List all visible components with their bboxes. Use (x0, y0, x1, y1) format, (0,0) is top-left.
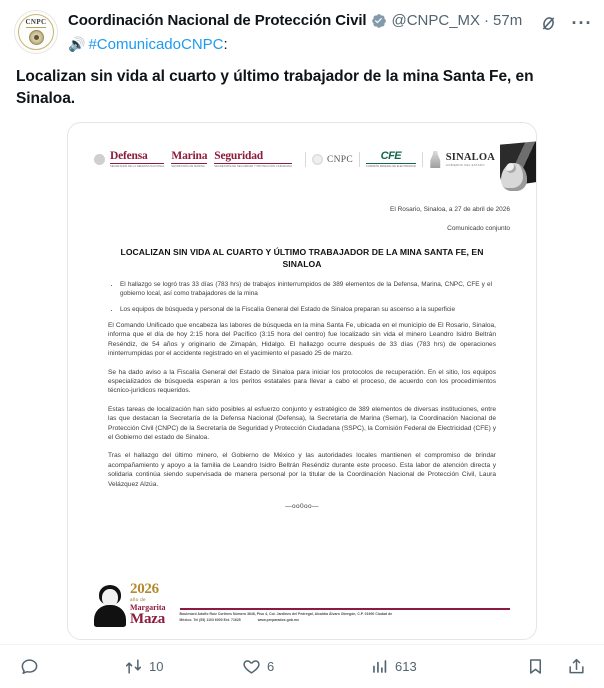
more-options-icon[interactable]: ··· (571, 13, 593, 33)
logo-defensa (110, 151, 164, 168)
retweet-button[interactable] (124, 657, 242, 676)
logo-defensa-sub: SECRETARÍA DE LA DEFENSA NACIONAL (110, 165, 165, 168)
like-button[interactable] (242, 657, 370, 676)
meta-separator: · (484, 12, 490, 29)
loudspeaker-emoji-icon: 🔊 (68, 36, 86, 52)
avatar-seal-icon (29, 30, 44, 45)
address-line-2 (180, 618, 510, 623)
logo-sinaloa-label: SINALOA (445, 151, 496, 163)
logo-cfe (366, 151, 416, 168)
avatar-label: CNPC (25, 18, 47, 26)
bookmark-icon (526, 657, 545, 676)
address-phone: México. Tel (55) 1103 6000 Ext. 71625 (179, 617, 241, 622)
logo-marina-sub: SECRETARÍA DE MARINA (171, 165, 205, 168)
views-count: 613 (395, 659, 417, 674)
logo-marina (171, 151, 207, 168)
address-rule (180, 608, 510, 611)
avatar[interactable] (14, 10, 58, 54)
tweet-header (0, 0, 604, 56)
sinaloa-emblem-icon (429, 151, 442, 168)
document-place-date: El Rosario, Sinaloa, a 27 de abril de 2026 (390, 206, 510, 213)
display-name[interactable]: Coordinación Nacional de Protección Civil (68, 12, 367, 29)
account-handle[interactable]: @CNPC_MX (391, 12, 481, 29)
margarita-maza-portrait-icon (94, 583, 126, 627)
list-item: • El hallazgo se logró tras 33 días (783 hrs) de trabajos ininterrumpidos de 389 elementos de la Defensa, Marina, CNPC, CFE y el gobierno local, así como trabajadores de la mina (120, 280, 492, 298)
reply-icon (20, 657, 39, 676)
institution-logos (94, 139, 495, 168)
logo-cnpc-label: CNPC (326, 154, 353, 165)
document-title: LOCALIZAN SIN VIDA AL CUARTO Y ÚLTIMO TRABAJADOR DE LA MINA SANTA FE, EN SINALOA (120, 247, 484, 269)
hashtag-link[interactable]: #ComunicadoCNPC (88, 36, 224, 53)
logo-seguridad-sub: SECRETARÍA DE SEGURIDAD Y PROTECCIÓN CIUDADANA (214, 165, 292, 168)
views-button[interactable] (370, 657, 490, 676)
header-text-block (68, 10, 593, 56)
verified-badge-icon (371, 13, 387, 29)
post-timestamp[interactable]: 57m (493, 12, 523, 29)
heart-icon (242, 657, 261, 676)
hashtag-suffix: : (223, 36, 228, 53)
document-footer (94, 582, 510, 627)
footer-last-name: Maza (130, 611, 166, 627)
document-page (68, 123, 536, 639)
document-address-block (180, 608, 510, 627)
author-line (68, 11, 593, 33)
document-kind: Comunicado conjunto (447, 225, 510, 232)
logo-sinaloa-sub: GOBIERNO DEL ESTADO (445, 162, 485, 167)
list-item: • Los equipos de búsqueda y personal de la Fiscalía General del Estado de Sinaloa preparan su ascenso a la superficie (120, 305, 492, 314)
retweet-icon (124, 657, 143, 676)
logo-rule (110, 163, 164, 164)
document-end-mark: —oo0oo— (285, 503, 319, 511)
share-button[interactable] (567, 657, 586, 676)
retweet-count: 10 (149, 659, 164, 674)
post-body-text: Localizan sin vida al cuarto y último trabajador de la mina Santa Fe, en Sinaloa. (16, 68, 534, 107)
document-paragraph: Estas tareas de localización han sido posibles al esfuerzo conjunto y estratégico de 389 elementos de diversas instituciones, entre las que destacan la Secretaría de la Defensa Nacional (Defensa), la Secretaría de Marina (Semar), la Coordinación Nacional de Protección Civil (CNPC) de la Secretaría de Seguridad y Protección Ciudadana (SSPC), la Comisión Federal de Electricidad (CFE) y el Gobierno del estado de Sinaloa. (108, 405, 496, 442)
share-icon (567, 657, 586, 676)
address-website: www.preparados.gob.mx (257, 617, 299, 622)
footer-of-label: año de (130, 597, 146, 603)
address-line-1: Boulevard Adolfo Ruíz Cortines Número 3648, Piso 4, Col. Jardines del Pedregal, Alcaldía Álvaro Obregón, C.P. 01900 Ciudad de (179, 612, 393, 617)
cnpc-seal-icon (312, 154, 323, 165)
reply-button[interactable] (20, 657, 124, 676)
logo-rule (366, 163, 416, 164)
logo-sinaloa (429, 151, 495, 168)
logo-cfe-label: CFE (380, 150, 402, 162)
logo-rule (214, 163, 292, 164)
document-bullet-list (120, 280, 492, 314)
media-container (0, 110, 604, 640)
hashtag-line (68, 31, 590, 56)
logo-defensa-label: Defensa (110, 150, 148, 162)
circle-slash-icon[interactable] (538, 13, 558, 33)
analytics-icon (370, 657, 389, 676)
document-logo-row (94, 139, 510, 197)
logo-marina-label: Marina (171, 150, 208, 162)
logo-cnpc (312, 154, 353, 165)
government-seal-icon (94, 154, 105, 165)
logo-seguridad-label: Seguridad (214, 150, 263, 162)
like-count: 6 (267, 659, 275, 674)
document-meta (94, 205, 510, 234)
header-actions (538, 13, 592, 33)
logo-rule (171, 163, 207, 164)
footer-year: 2026 (130, 581, 159, 598)
logo-divider (422, 152, 423, 167)
margarita-maza-logo (94, 582, 166, 627)
logo-cfe-sub: COMISIÓN FEDERAL DE ELECTRICIDAD (365, 165, 416, 168)
logo-divider (305, 152, 306, 167)
avatar-underline (26, 27, 46, 28)
flag-illustration-icon (495, 139, 537, 197)
document-image[interactable] (67, 122, 537, 640)
footer-first-name: Margarita (130, 603, 166, 612)
document-paragraph: El Comando Unificado que encabeza las labores de búsqueda en la mina Santa Fe, ubicada en el municipio de El Rosario, Sinaloa, informa que el día de hoy 2:15 hora del Pacífico (3:15 hora del centro) fue localizado sin vida el minero Leandro Isidro Beltrán Reséndiz, de 54 años y originario de Zimapán, Hidalgo. El hallazgo ocurre después de 33 días (783 hrs) de operaciones ininterrumpidas por el accidente registrado en el yacimiento el pasado 25 de marzo. (108, 322, 496, 358)
logo-divider (359, 152, 360, 167)
logo-seguridad (214, 151, 292, 168)
post-action-bar (0, 644, 604, 688)
document-paragraph: Tras el hallazgo del último minero, el Gobierno de México y las autoridades locales mantienen el compromiso de brindar acompañamiento y apoyo a la familia de Leandro Isidro Beltrán Reséndiz durante este proceso. Esta labor de atención directa y solidaria continúa siendo supervisada de manera personal por la titular de la Coordinación Nacional de Protección Civil, Laura Velázquez Alzúa. (108, 452, 496, 488)
document-paragraph: Se ha dado aviso a la Fiscalía General del Estado de Sinaloa para iniciar los protocolos de recuperación. En el sitio, los equipos especializados de búsqueda esperan a los peritos estatales para llevar a cabo el proceso, de acuerdo con los procedimientos técnico-jurídicos requeridos. (108, 368, 496, 395)
bookmark-button[interactable] (526, 657, 545, 676)
